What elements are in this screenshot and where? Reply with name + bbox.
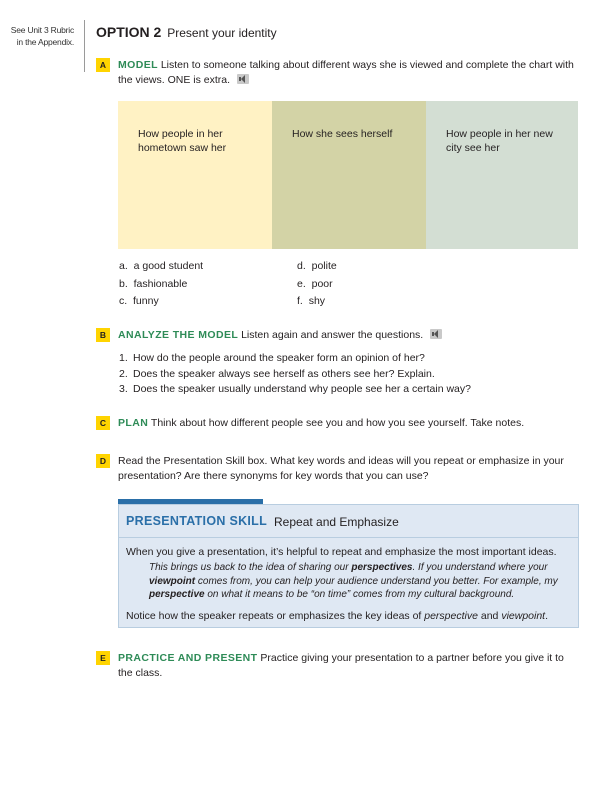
options-list (119, 258, 419, 314)
option-subtitle: Present your identity (167, 26, 277, 40)
list-item: 2. Does the speaker always see herself as others see her? Explain. (119, 367, 435, 380)
section-a-keyword: MODEL (118, 59, 158, 71)
section-c (96, 416, 580, 431)
presentation-skill-header (119, 505, 578, 538)
section-c-badge: C (96, 416, 110, 430)
section-a-badge: A (96, 58, 110, 72)
list-item: c. funny (119, 295, 159, 307)
option-label: OPTION 2 (96, 24, 162, 40)
section-a (96, 58, 580, 88)
list-item: e. poor (297, 277, 333, 290)
chart-column-label: How people in her new city see her (446, 128, 553, 154)
chart-column-hometown[interactable] (118, 101, 272, 249)
section-e-badge: E (96, 651, 110, 665)
chart-column-new-city[interactable] (426, 101, 578, 249)
divider (84, 20, 85, 72)
rubric-note: See Unit 3 Rubric in the Appendix. (10, 25, 74, 47)
section-d-badge: D (96, 454, 110, 468)
speaker-icon[interactable] (430, 329, 442, 339)
section-a-text: Listen to someone talking about different ways she is viewed and complete the chart with the views. ONE is extra. (118, 59, 574, 86)
presentation-skill-label: PRESENTATION SKILL (126, 514, 268, 528)
list-item: 3. Does the speaker usually understand why people see her a certain way? (119, 383, 471, 395)
section-e-keyword: PRACTICE AND PRESENT (118, 652, 258, 664)
section-e-text: Practice giving your presentation to a partner before you give it to the class. (118, 652, 564, 679)
presentation-skill-title: Repeat and Emphasize (274, 515, 399, 529)
presentation-skill-example: This brings us back to the idea of sharing our perspectives. If you understand where your viewpoint comes from, you can help your audience understand you better. For example, my perspective on what it means to be “on time” comes from my cultural background. (149, 562, 558, 600)
section-d-text: Read the Presentation Skill box. What key words and ideas will you repeat or emphasize in your presentation? Are there synonyms for key words that you can use? (118, 455, 564, 482)
option-title (96, 24, 277, 40)
chart-column-herself[interactable] (272, 101, 426, 249)
views-chart (118, 101, 578, 249)
presentation-skill-intro: When you give a presentation, it’s helpful to repeat and emphasize the most important ideas. (126, 546, 557, 558)
section-e (96, 651, 580, 681)
list-item: d. polite (297, 260, 337, 272)
presentation-skill-box (118, 504, 579, 628)
list-item: 1. How do the people around the speaker form an opinion of her? (119, 352, 425, 364)
section-c-keyword: PLAN (118, 417, 149, 429)
list-item: a. a good student (119, 260, 204, 272)
list-item: b. fashionable (119, 277, 188, 290)
section-b-keyword: ANALYZE THE MODEL (118, 329, 239, 341)
presentation-skill-note: Notice how the speaker repeats or emphasizes the key ideas of perspective and viewpoint. (126, 610, 549, 622)
questions-list (119, 351, 471, 398)
chart-column-label: How people in her hometown saw her (138, 128, 227, 154)
list-item: f. shy (297, 295, 326, 307)
section-b (96, 328, 580, 343)
speaker-icon[interactable] (237, 74, 249, 84)
chart-column-label: How she sees herself (292, 128, 393, 140)
section-b-badge: B (96, 328, 110, 342)
section-c-text: Think about how different people see you and how you see yourself. Take notes. (150, 417, 525, 429)
section-b-text: Listen again and answer the questions. (241, 329, 424, 341)
section-d (96, 454, 580, 484)
